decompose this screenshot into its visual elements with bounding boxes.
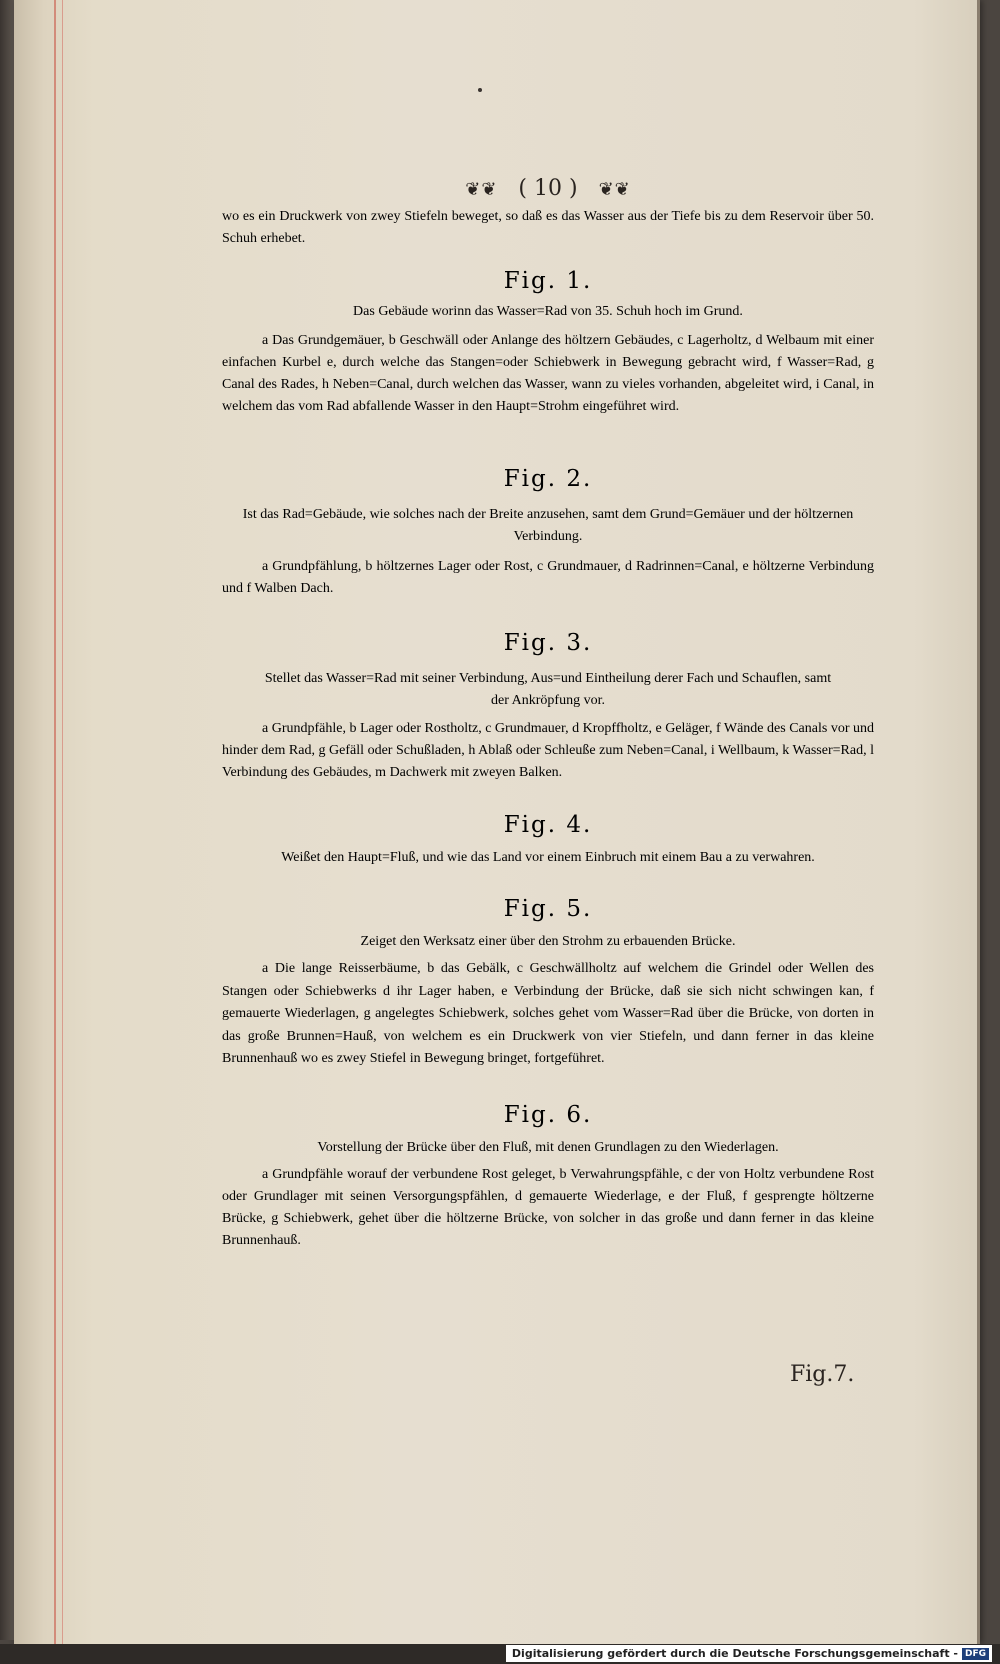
- footer-text: Digitalisierung gefördert durch die Deutsche Forschungsgemeinschaft -: [511, 1647, 958, 1660]
- fig-2-caption: Ist das Rad=Gebäude, wie solches nach der Breite anzusehen, samt dem Grund=Gemäuer und der höltzernen Verbindung.: [242, 507, 854, 544]
- intro-text: wo es ein Druckwerk von zwey Stiefeln beweget, so daß es das Wasser aus der Tiefe bis zu dem Reservoir über 50. Schuh erhebet.: [222, 209, 874, 246]
- fig-1-caption: Das Gebäude worinn das Wasser=Rad von 35. Schuh hoch im Grund.: [353, 304, 743, 319]
- ornament-right-icon: ❦❦: [598, 178, 631, 200]
- fig-1-body: a Das Grundgemäuer, b Geschwäll oder Anlange des höltzern Gebäudes, c Lagerholtz, d Welbaum mit einer einfachen Kurbel e, durch welche das Stangen=oder Schiebwerk in Bewegung gebracht wird, f Wasser=Rad, g Canal des Rades, h Neben=Canal, durch welchen das Wasser, wann zu vieles vorhanden, abgeleitet wird, i Canal, in welchem das vom Rad abfallende Wasser in den Haupt=Strohm eingeführet wird.: [222, 333, 874, 414]
- fig-2-section: [222, 466, 874, 600]
- fig-1-section: [222, 268, 874, 418]
- ornament-left-icon: ❦❦: [465, 178, 498, 200]
- fig-4-caption: Weißet den Haupt=Fluß, und wie das Land vor einem Einbruch mit einem Bau a zu verwahren.: [281, 850, 815, 865]
- fig-3-section: [222, 630, 874, 784]
- fig-5-body: a Die lange Reisserbäume, b das Gebälk, c Geschwällholtz auf welchem die Grindel oder Wellen des Stangen oder Schiebwerks d ihr Lager haben, e Verbindung der Brücke, daß sie sich nicht schwingen kan, f gemauerte Wiederlagen, g angelegtes Schiebwerk, solches gehet vom Wasser=Rad über die Brücke, von dorten in das große Brunnen=Hauß, von welchem es ein Druckwerk von vier Stiefeln, und dann ferner in das kleine Brunnenhauß wo es zwey Stiefel in Bewegung bringet, fortgeführet.: [222, 961, 874, 1066]
- fig-6-caption: Vorstellung der Brücke über den Fluß, mit denen Grundlagen zu den Wiederlagen.: [317, 1140, 779, 1155]
- fig-7-label: Fig.7.: [790, 1362, 855, 1387]
- fig-5-section: [222, 896, 874, 1071]
- fig-4-title: Fig. 4.: [503, 812, 593, 838]
- fig-3-caption: Stellet das Wasser=Rad mit seiner Verbindung, Aus=und Eintheilung derer Fach und Schauflen, samt der Ankröpfung vor.: [264, 671, 832, 708]
- fig-4-section: [222, 812, 874, 866]
- fig-2-title: Fig. 2.: [503, 466, 593, 492]
- fig-3-body: a Grundpfähle, b Lager oder Rostholtz, c Grundmauer, d Kropffholtz, e Geläger, f Wände des Canals vor und hinder dem Rad, g Gefäll oder Schußladen, h Ablaß oder Schleuße zum Neben=Canal, i Wellbaum, k Wasser=Rad, l Verbindung des Gebäudes, m Dachwerk mit zweyen Balken.: [222, 721, 874, 780]
- page-header: [222, 176, 874, 201]
- fig-6-body: a Grundpfähle worauf der verbundene Rost geleget, b Verwahrungspfähle, c der von Holtz verbundene Rost oder Grundlager mit seinen Versorgungspfählen, d gemauerte Wiederlage, e der Fluß, f gesprengte höltzerne Brücke, g Schiebwerk, gehet über die höltzerne Brücke, von solcher in das große und dann ferner in das kleine Brunnenhauß.: [222, 1167, 874, 1248]
- intro-block: [222, 206, 874, 250]
- fig-2-body: a Grundpfählung, b höltzernes Lager oder Rost, c Grundmauer, d Radrinnen=Canal, e höltzerne Verbindung und f Walben Dach.: [222, 559, 874, 596]
- fig-3-title: Fig. 3.: [503, 630, 593, 656]
- red-edge-line-2: [62, 0, 63, 1644]
- dfg-logo-icon: DFG: [962, 1648, 989, 1660]
- page-number: ( 10 ): [518, 176, 578, 201]
- ink-dot: [478, 88, 482, 92]
- fig-1-title: Fig. 1.: [503, 268, 593, 294]
- fig-5-caption: Zeiget den Werksatz einer über den Strohm zu erbauenden Brücke.: [360, 934, 736, 949]
- fig-5-title: Fig. 5.: [503, 896, 593, 922]
- fig-6-title: Fig. 6.: [503, 1102, 593, 1128]
- dfg-footer[interactable]: [506, 1645, 992, 1662]
- fig-6-section: [222, 1102, 874, 1252]
- red-edge-line: [54, 0, 56, 1644]
